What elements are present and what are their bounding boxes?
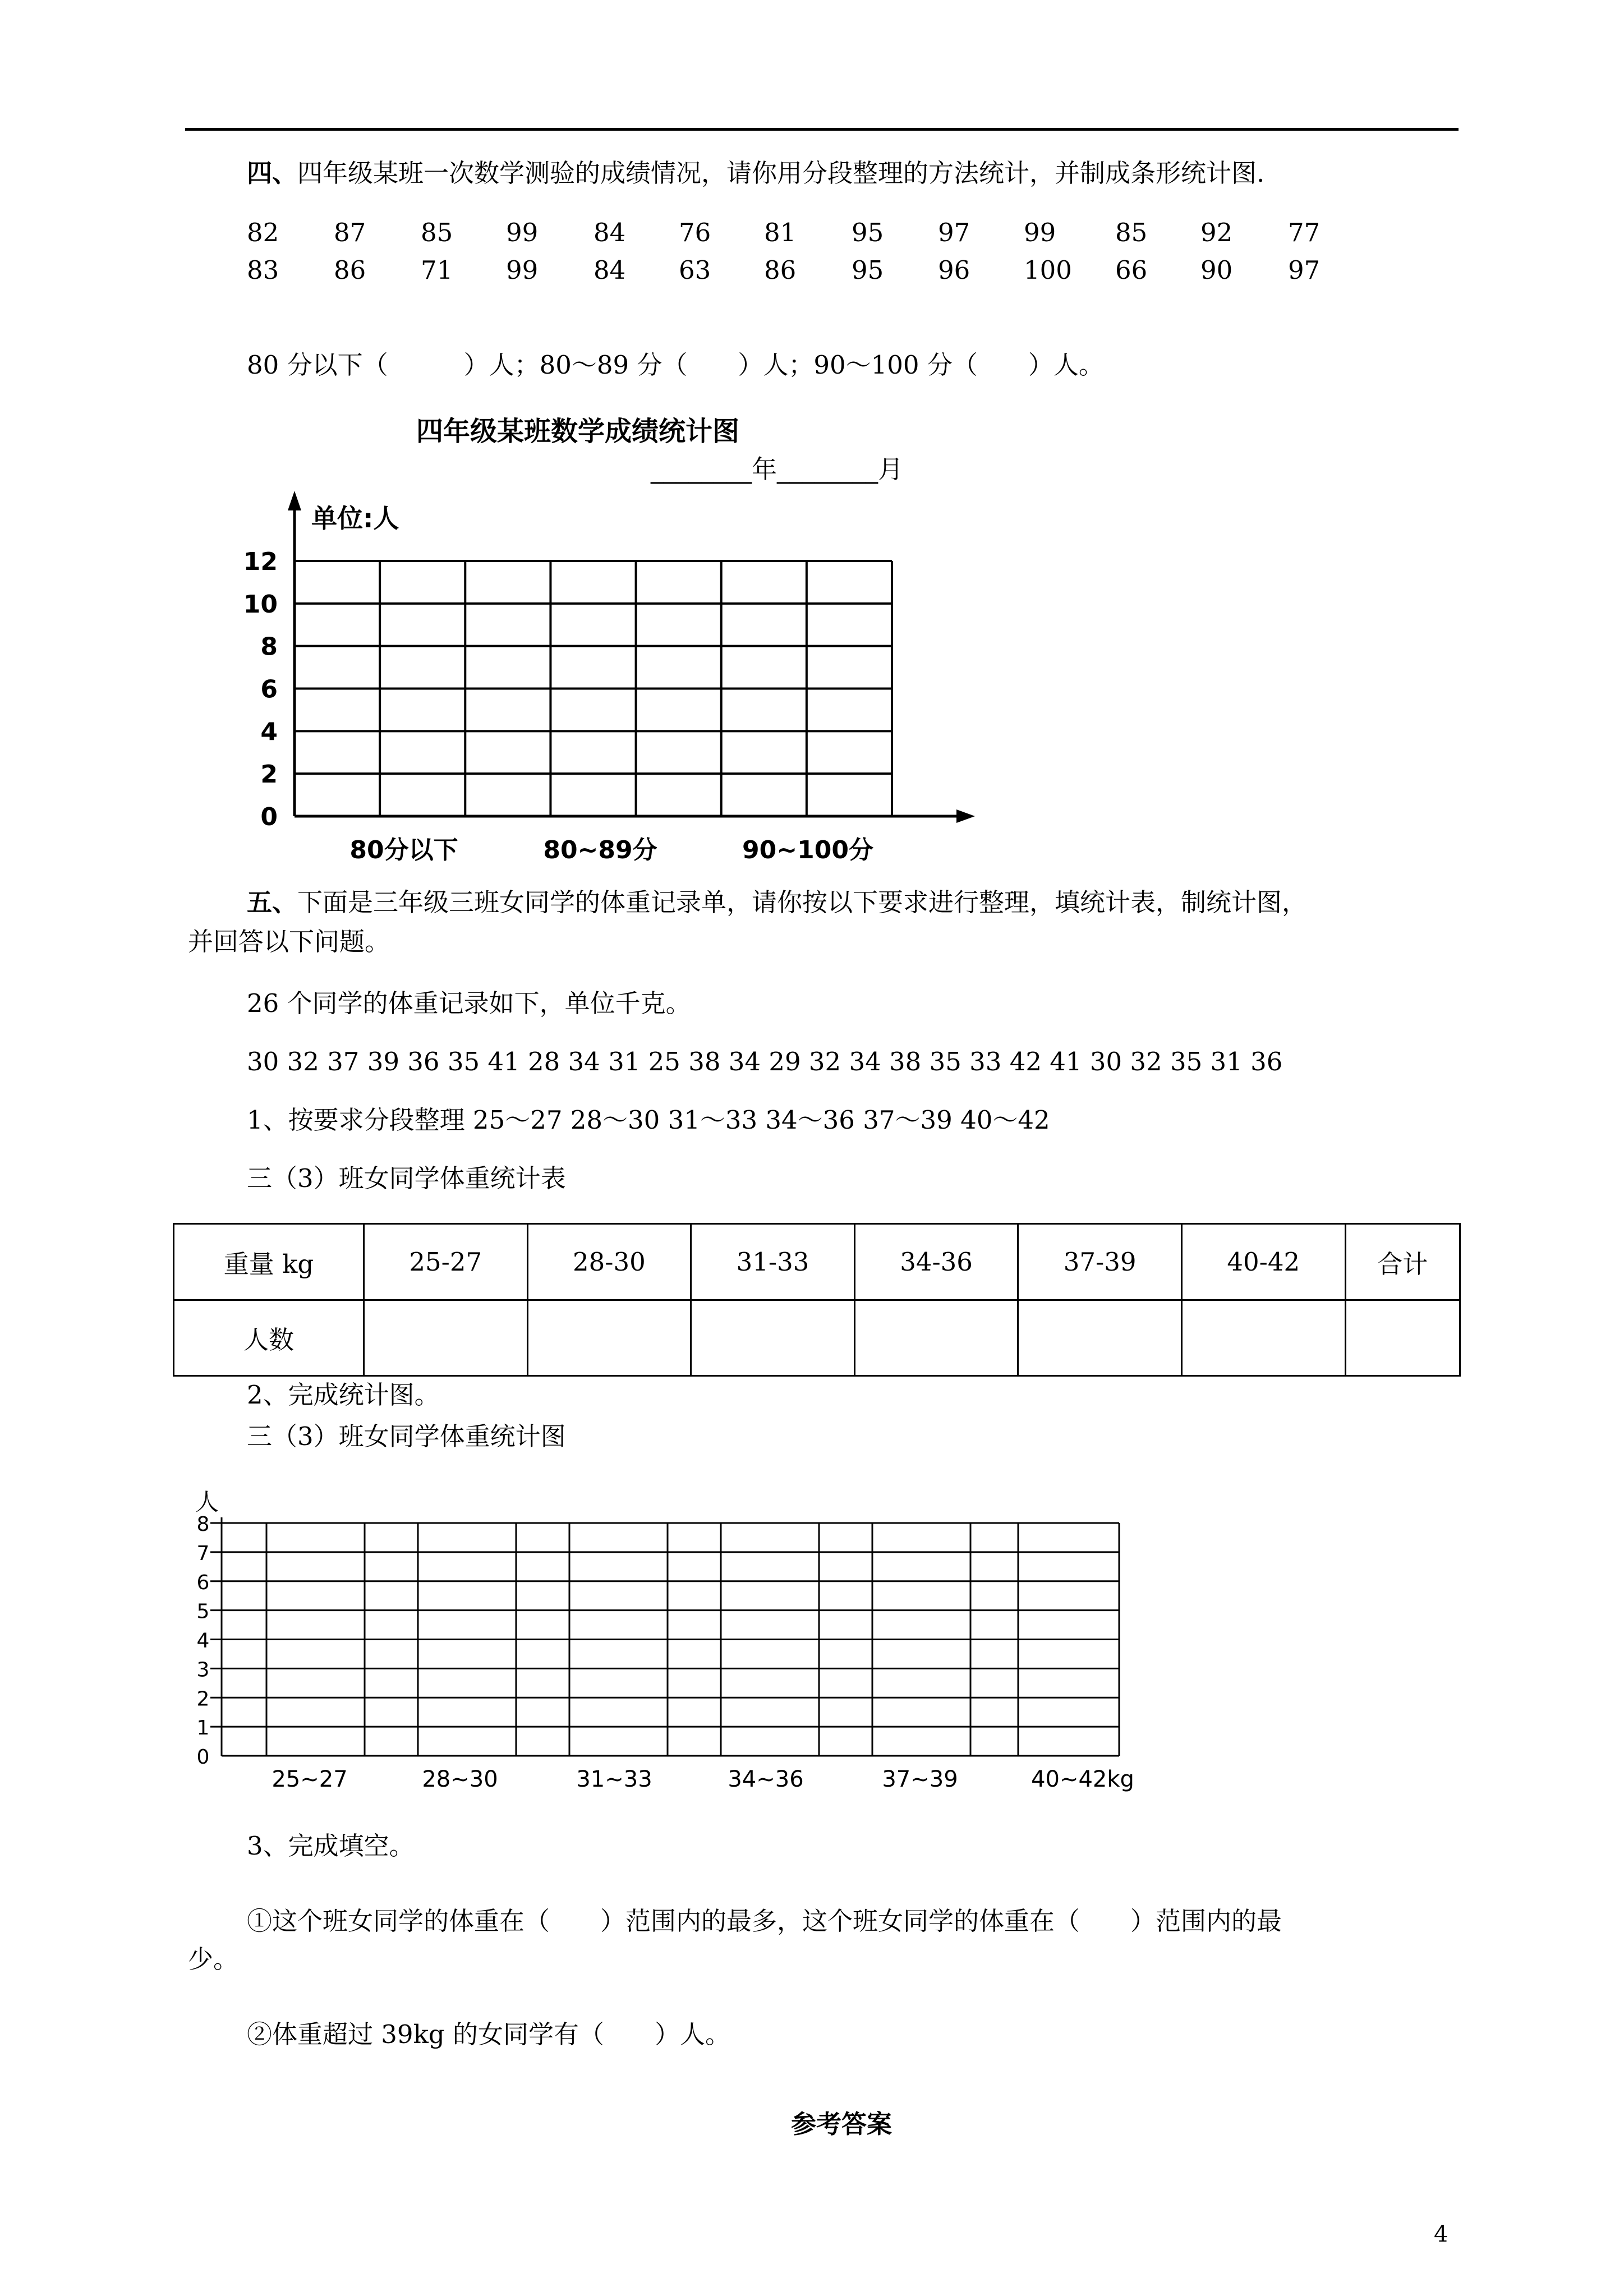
- table-cell: 40-42: [1181, 1224, 1345, 1300]
- score-value: 86: [334, 255, 366, 285]
- table-input-cell[interactable]: [1018, 1300, 1182, 1376]
- score-value: 82: [247, 218, 279, 247]
- x-tick-label: 80~89分: [543, 836, 657, 864]
- question2: ②体重超过 39kg 的女同学有（ ）人。: [247, 2019, 730, 2049]
- chart2-title: 三（3）班女同学体重统计图: [247, 1421, 566, 1451]
- score-value: 84: [594, 218, 626, 247]
- step3: 3、完成填空。: [247, 1831, 415, 1861]
- table-count-row: [174, 1300, 1460, 1376]
- section5-intro: 26 个同学的体重记录如下，单位千克。: [247, 988, 691, 1018]
- table-cell: 37-39: [1018, 1224, 1182, 1300]
- score-value: 97: [1288, 255, 1321, 285]
- question1-line2: 少。: [188, 1944, 239, 1974]
- y-tick-label: 0: [260, 803, 278, 831]
- table-cell: 34-36: [854, 1224, 1018, 1300]
- y-tick-label: 6: [196, 1571, 210, 1594]
- table-title: 三（3）班女同学体重统计表: [247, 1163, 566, 1193]
- y-tick-label: 7: [196, 1542, 210, 1565]
- score-value: 71: [421, 255, 453, 285]
- table-cell: 重量 kg: [174, 1224, 364, 1300]
- section5-heading: 五、: [247, 887, 298, 917]
- step2: 2、完成统计图。: [247, 1380, 440, 1410]
- table-cell: 25-27: [364, 1224, 528, 1300]
- chart1-title: 四年级某班数学成绩统计图: [416, 416, 740, 447]
- y-axis-arrow: [288, 491, 301, 510]
- table-input-cell[interactable]: [364, 1300, 528, 1376]
- section4-fill-line: 80 分以下（ ）人；80～89 分（ ）人；90～100 分（ ）人。: [247, 350, 1104, 380]
- table-header-row: [174, 1224, 1460, 1300]
- chart1-grid: [236, 488, 976, 881]
- x-tick-label: 80分以下: [349, 836, 458, 864]
- chart1-date-line: ________年________月: [651, 454, 904, 484]
- score-value: 86: [764, 255, 797, 285]
- y-tick-label: 2: [196, 1687, 210, 1711]
- y-tick-label: 8: [196, 1513, 210, 1536]
- score-value: 76: [679, 218, 711, 247]
- table-cell: 人数: [174, 1300, 364, 1376]
- page-number: 4: [1434, 2221, 1448, 2247]
- x-tick-label: 28~30: [422, 1766, 498, 1792]
- score-value: 92: [1200, 218, 1233, 247]
- table-cell: 28-30: [527, 1224, 691, 1300]
- y-tick-label: 12: [243, 547, 278, 576]
- chart2-grid: [185, 1475, 1150, 1806]
- score-value: 85: [421, 218, 453, 247]
- table-cell: 31-33: [691, 1224, 855, 1300]
- x-axis-arrow: [956, 809, 975, 823]
- score-value: 99: [506, 218, 539, 247]
- x-tick-label: 25~27: [272, 1766, 348, 1792]
- x-tick-label: 34~36: [728, 1766, 804, 1792]
- score-value: 85: [1115, 218, 1148, 247]
- section4-heading: 四、: [247, 158, 298, 188]
- step1: 1、按要求分段整理 25～27 28～30 31～33 34～36 37～39 40～42: [247, 1105, 1050, 1135]
- table-input-cell[interactable]: [1181, 1300, 1345, 1376]
- score-value: 99: [506, 255, 539, 285]
- score-value: 95: [852, 255, 884, 285]
- y-tick-label: 4: [196, 1629, 210, 1653]
- x-tick-label: 40~42kg: [1031, 1766, 1134, 1792]
- section4-text: 四年级某班一次数学测验的成绩情况，请你用分段整理的方法统计，并制成条形统计图.: [297, 158, 1265, 188]
- table-input-cell[interactable]: [854, 1300, 1018, 1376]
- y-tick-label: 1: [196, 1717, 210, 1740]
- y-tick-label: 10: [243, 590, 278, 619]
- chart1-unit: 单位:人: [311, 503, 399, 533]
- score-value: 81: [764, 218, 797, 247]
- weight-table: [173, 1223, 1461, 1377]
- score-value: 77: [1288, 218, 1321, 247]
- x-tick-label: 37~39: [882, 1766, 958, 1792]
- section5-line1: [247, 887, 1307, 918]
- table-cell: 合计: [1345, 1224, 1460, 1300]
- score-value: 96: [938, 255, 970, 285]
- score-value: 63: [679, 255, 711, 285]
- x-tick-label: 90~100分: [742, 836, 873, 864]
- score-value: 84: [594, 255, 626, 285]
- score-value: 97: [938, 218, 970, 247]
- score-value: 83: [247, 255, 279, 285]
- section5-text-1: 下面是三年级三班女同学的体重记录单，请你按以下要求进行整理，填统计表，制统计图，: [297, 887, 1308, 917]
- y-tick-label: 3: [196, 1658, 210, 1682]
- section5-line2: 并回答以下问题。: [188, 927, 390, 956]
- answers-title: 参考答案: [791, 2109, 892, 2139]
- score-value: 66: [1115, 255, 1148, 285]
- y-tick-label: 0: [196, 1746, 210, 1769]
- score-value: 100: [1024, 255, 1072, 285]
- y-tick-label: 8: [260, 632, 278, 661]
- score-value: 99: [1024, 218, 1056, 247]
- question1-line1: ①这个班女同学的体重在（ ）范围内的最多，这个班女同学的体重在（ ）范围内的最: [247, 1906, 1282, 1936]
- x-tick-label: 31~33: [576, 1766, 652, 1792]
- weights-list: 30 32 37 39 36 35 41 28 34 31 25 38 34 29 32 34 38 35 33 42 41 30 32 35 31 36: [247, 1047, 1283, 1076]
- top-rule: [185, 128, 1459, 131]
- table-input-cell[interactable]: [527, 1300, 691, 1376]
- chart2-unit: 人: [195, 1488, 219, 1516]
- y-tick-label: 6: [260, 675, 278, 704]
- score-value: 87: [334, 218, 366, 247]
- score-value: 90: [1200, 255, 1233, 285]
- table-input-cell[interactable]: [691, 1300, 855, 1376]
- section4-question: [247, 158, 1264, 188]
- y-tick-label: 2: [260, 760, 278, 789]
- y-tick-label: 4: [260, 717, 278, 747]
- table-input-cell[interactable]: [1345, 1300, 1460, 1376]
- score-value: 95: [852, 218, 884, 247]
- y-tick-label: 5: [196, 1600, 210, 1623]
